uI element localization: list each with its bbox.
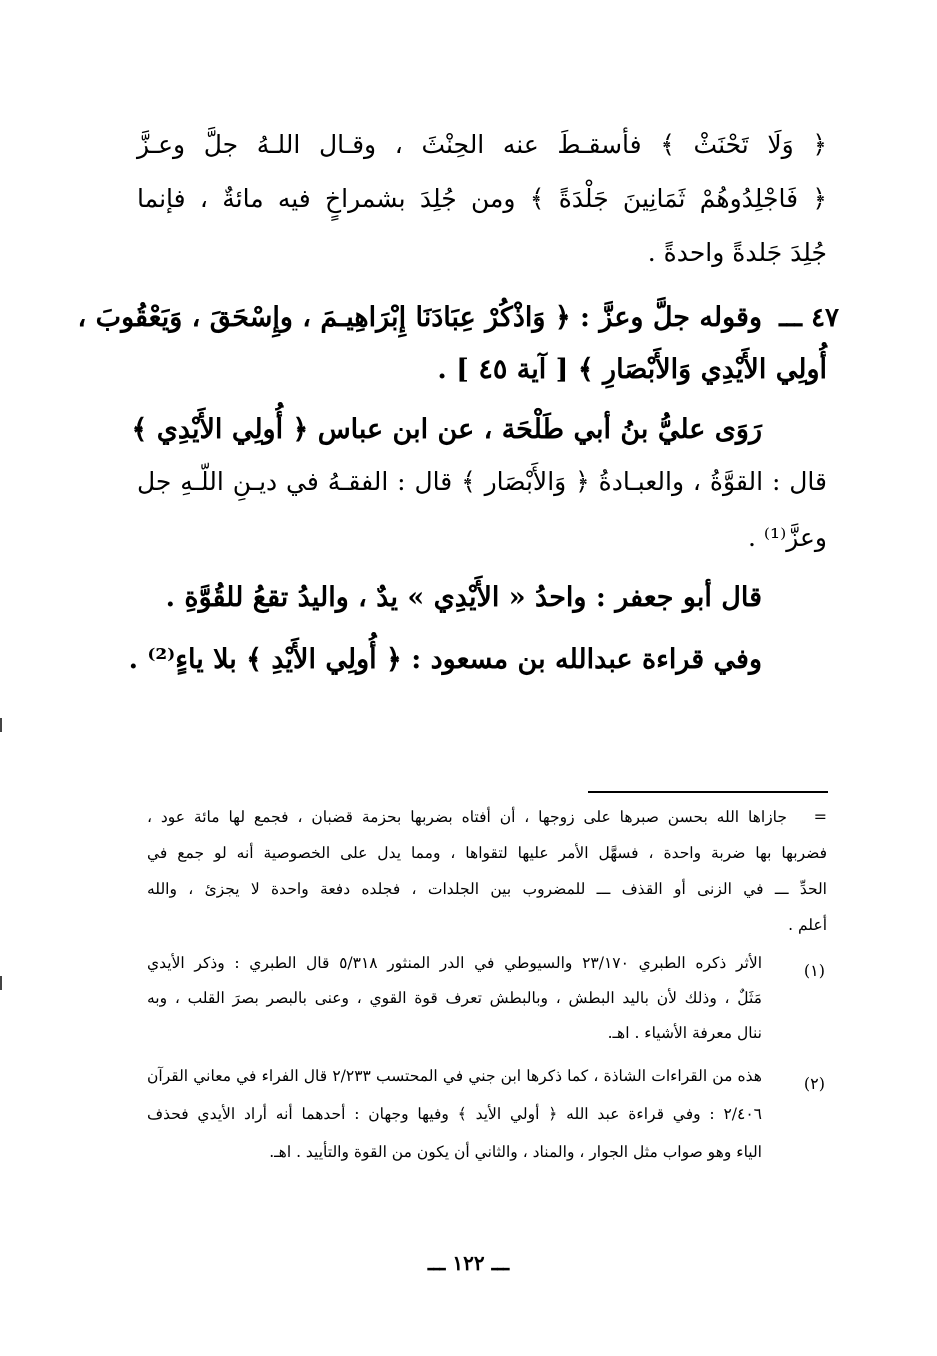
scan-edge-mark bbox=[0, 718, 2, 732]
body-line-5: أُولِي الأَيْدِي وَالأَبْصَارِ ﴾ [ آية ٤٥ ] . bbox=[437, 354, 827, 385]
body-line-4: وقوله جلَّ وعزَّ : ﴿ وَاذْكُرْ عِبَادَنَا إِبْرَاهِيـمَ ، وإِسْحَقَ ، وَيَعْقُوبَ ، bbox=[77, 302, 762, 333]
footnote-cont-line-4: أعلم . bbox=[788, 916, 827, 934]
footnote-2-line-2: ٢/٤٠٦ : وفي قراءة عبد الله ﴿ أولي الأيد ﴾ وفيها وجهان : أحدهما أنه أراد الأيدي فحذف bbox=[147, 1105, 762, 1123]
footnote-cont-line-1: جازاها الله بحسن صبرها على زوجها ، أن أفتاه بضربها بحزمة قضبان ، فجمع لها مائة عود ، bbox=[147, 808, 787, 826]
body-line-6: رَوَى عليُّ بنُ أبي طَلْحَة ، عن ابن عباس ﴿ أُولِي الأَيْدِي ﴾ bbox=[131, 414, 762, 445]
footnote-separator bbox=[588, 791, 828, 793]
body-line-7: قال : القوَّةُ ، والعبـادةُ ﴿ وَالأَبْصَار ﴾ قال : الفقـهُ في ديـنِ اللّـهِ جل bbox=[137, 467, 827, 496]
body-line-8: وعزَّ⁽¹⁾ . bbox=[747, 523, 827, 552]
body-line-10: وفي قراءة عبدالله بن مسعود : ﴿ أُولِي الأَيْدِ ﴾ بلا ياءٍ⁽²⁾ . bbox=[128, 644, 762, 675]
scan-edge-mark bbox=[0, 976, 2, 990]
footnote-1-line-3: ننال معرفة الأشياء . اهـ. bbox=[607, 1024, 762, 1042]
footnote-2-number: (٢) bbox=[803, 1074, 825, 1093]
footnote-cont-line-2: فضربها بها ضربة واحدة ، فسهَّل الأمر عليها لتقواها ، ومما يدل على الخصوصية أنه لو جمع في bbox=[147, 844, 827, 862]
body-line-1: ﴿ وَلَا تَحْنَثْ ﴾ فأسقـطَ عنه الحِنْثَ ، وقـال اللـهُ جلَّ وعـزَّ bbox=[137, 130, 827, 159]
body-line-3: جُلِدَ جَلدةً واحدةً . bbox=[647, 238, 827, 267]
body-line-2: ﴿ فَاجْلِدُوهُمْ ثَمَانِينَ جَلْدَةً ﴾ ومن جُلِدَ بشمراخٍ فيه مائةٌ ، فإنما bbox=[137, 184, 827, 213]
footnote-1-number: (١) bbox=[803, 961, 825, 980]
footnote-continuation-mark: = bbox=[813, 807, 827, 826]
body-line-9: قال أبو جعفر : واحدُ « الأَيْدِي » يدٌ ، واليدُ تقعُ للقُوَّةِ . bbox=[165, 582, 762, 613]
verse-number: ٤٧ ـــ bbox=[779, 303, 839, 333]
footnote-cont-line-3: الحدِّ ـــ في الزنى أو القذف ـــ للمضروب بين الجلدات ، فجلده دفعة واحدة لا يجزئ ، والله bbox=[147, 880, 827, 898]
footnote-1-line-1: الأثر ذكره الطبري ٢٣/١٧٠ والسيوطي في الدر المنثور ٥/٣١٨ قال الطبري : وذكر الأيدي bbox=[147, 954, 763, 972]
footnote-2-line-3: الياء وهو صواب مثل الجوار ، والمناد ، والثاني أن يكون من القوة والتأييد . اهـ. bbox=[269, 1143, 762, 1161]
footnote-1-line-2: مَثَلٌ ، وذلك لأن باليد البطش ، وبالبطش تعرف قوة القوي ، وعنى بالبصر بصرَ القلب ، وبه bbox=[147, 989, 762, 1007]
page-number: ـــ ١٢٢ ـــ bbox=[427, 1251, 510, 1275]
footnote-2-line-1: هذه من القراءات الشاذة ، كما ذكرها ابن جني في المحتسب ٢/٢٣٣ قال الفراء في معاني القرآن bbox=[147, 1067, 762, 1085]
